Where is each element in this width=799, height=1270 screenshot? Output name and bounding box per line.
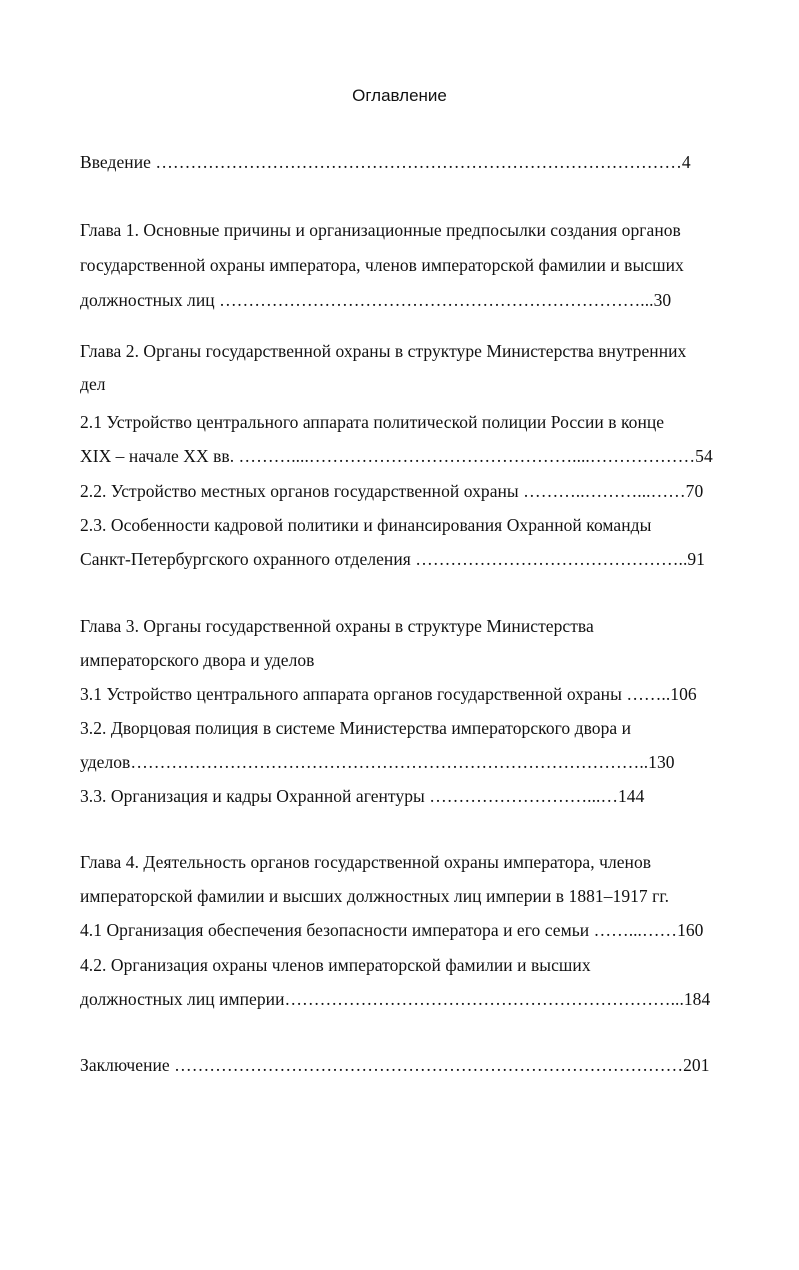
toc-entry-section-4-2-line-1: 4.2. Организация охраны членов императорской фамилии и высших [80, 955, 591, 975]
toc-entry-chapter-2-line-2: дел [80, 374, 106, 394]
toc-entry-introduction: Введение ………………………………………………………………………………4 [80, 152, 691, 172]
toc-entry-section-3-2-line-2: уделов……………………………………………………………………………..130 [80, 752, 675, 772]
toc-entry-chapter-3-line-2: императорского двора и уделов [80, 650, 315, 670]
toc-entry-section-2-1-line-1: 2.1 Устройство центрального аппарата политической полиции России в конце [80, 412, 665, 432]
toc-entry-section-4-1: 4.1 Организация обеспечения безопасности императора и его семьи ……...……160 [80, 920, 704, 940]
toc-entry-section-4-2-line-2: должностных лиц империи…………………………………………………………...184 [80, 989, 711, 1009]
toc-entry-chapter-4-line-2: императорской фамилии и высших должностных лиц империи в 1881–1917 гг. [80, 886, 670, 906]
toc-entry-chapter-4-line-1: Глава 4. Деятельность органов государственной охраны императора, членов [80, 852, 652, 872]
toc-entry-chapter-1-line-1: Глава 1. Основные причины и организационные предпосылки создания органов [80, 220, 681, 240]
toc-entry-chapter-1-line-3: должностных лиц ………………………………………………………………...30 [80, 290, 672, 310]
toc-entry-conclusion: Заключение ……………………………………………………………………………201 [80, 1055, 710, 1075]
toc-entry-section-3-3: 3.3. Организация и кадры Охранной агентуры ………………………...…144 [80, 786, 645, 806]
page-title: Оглавление [352, 86, 447, 105]
toc-entry-section-2-3-line-2: Санкт-Петербургского охранного отделения ………………………………………..91 [80, 549, 705, 569]
toc-entry-chapter-2-line-1: Глава 2. Органы государственной охраны в структуре Министерства внутренних [80, 341, 687, 361]
toc-entry-section-3-2-line-1: 3.2. Дворцовая полиция в системе Министерства императорского двора и [80, 718, 632, 738]
toc-entry-section-2-1-line-2: XIX – начале XX вв. ………....………………………………………....………………54 [80, 446, 713, 466]
toc-entry-section-2-3-line-1: 2.3. Особенности кадровой политики и финансирования Охранной команды [80, 515, 652, 535]
toc-entry-chapter-1-line-2: государственной охраны императора, членов императорской фамилии и высших [80, 255, 684, 275]
toc-entry-section-3-1: 3.1 Устройство центрального аппарата органов государственной охраны ……..106 [80, 684, 697, 704]
toc-entry-chapter-3-line-1: Глава 3. Органы государственной охраны в структуре Министерства [80, 616, 594, 636]
toc-entry-section-2-2: 2.2. Устройство местных органов государственной охраны ………..………...……70 [80, 481, 704, 501]
